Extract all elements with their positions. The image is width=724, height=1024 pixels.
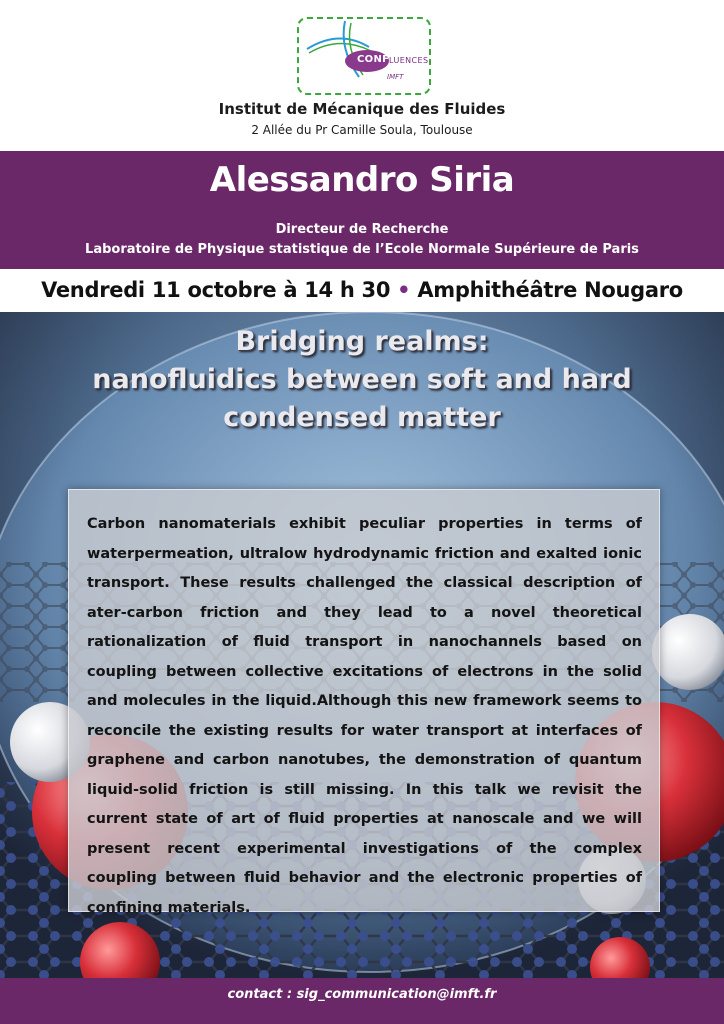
logo-text-right: LUENCES — [389, 56, 429, 65]
talk-title-line-2: nanofluidics between soft and hard — [92, 364, 632, 395]
talk-title-line-3: condensed matter — [223, 402, 501, 433]
institute-address: 2 Allée du Pr Camille Soula, Toulouse — [251, 123, 473, 137]
logo-text-main: CONF — [357, 54, 390, 65]
header — [0, 0, 724, 151]
event-venue: Amphithéâtre Nougaro — [417, 278, 683, 302]
event-separator: • — [397, 278, 411, 302]
event-date: Vendredi 11 octobre à 14 h 30 — [41, 278, 391, 302]
speaker-name: Alessandro Siria — [209, 160, 515, 200]
abstract-text: Carbon nanomaterials exhibit peculiar properties in terms of waterpermeation, ultralow hydrodynamic friction and exalted ionic transport. These results challenged the classical description of ater-carbon friction and they lead to a novel theoretical rationalization of fluid transport in nanochannels based on coupling between collective excitations of electrons in the solid and molecules in the liquid.Although this new framework seems to reconcile the existing results for water transport at interfaces of graphene and carbon nanotubes, the demonstration of quantum liquid-solid friction is still missing. In this talk we revisit the current state of art of fluid properties at nanoscale and we will present recent experimental investigations of the complex coupling between fluid behavior and the electronic properties of confining materials. — [87, 516, 642, 916]
speaker-title: Directeur de Recherche — [275, 222, 449, 237]
talk-title-line-1: Bridging realms: — [235, 326, 489, 357]
confluences-logo — [297, 17, 431, 95]
institute-name: Institut de Mécanique des Fluides — [218, 100, 506, 118]
contact-email[interactable]: contact : sig_communication@imft.fr — [227, 987, 497, 1002]
speaker-lab: Laboratoire de Physique statistique de l’Ecole Normale Supérieure de Paris — [85, 242, 639, 257]
logo-text-sub: IMFT — [387, 73, 404, 81]
talk-title — [0, 323, 724, 437]
event-info — [0, 278, 724, 302]
